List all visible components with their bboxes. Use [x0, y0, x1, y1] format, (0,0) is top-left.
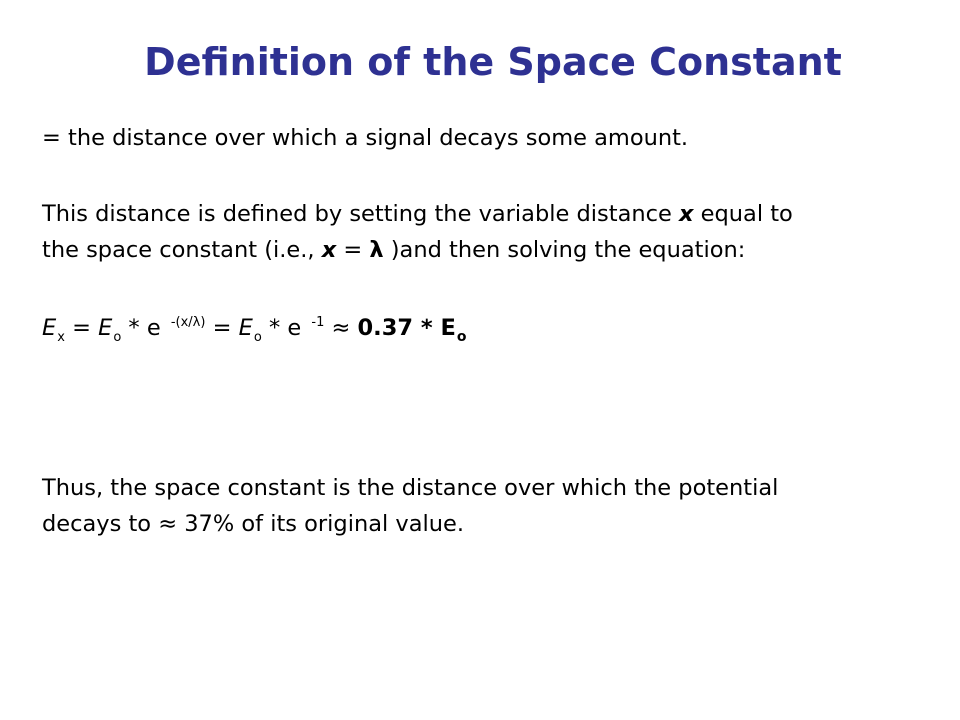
variable-x-2: x — [321, 237, 337, 263]
setting-text-3: the space constant (i.e., — [42, 237, 322, 263]
eq-equals-1: = — [64, 315, 99, 341]
slide-title: Definition of the Space Constant — [144, 40, 842, 84]
eq-sub-o-2: o — [253, 330, 262, 345]
eq-equals-2: = — [205, 315, 239, 341]
setting-text-2: equal to — [693, 201, 793, 227]
eq-sub-o-3: o — [456, 329, 467, 345]
variable-x: x — [678, 201, 694, 227]
setting-line-1 — [42, 196, 922, 232]
setting-text-1: This distance is defined by setting the variable distance — [42, 201, 679, 227]
lambda-symbol: λ — [369, 237, 384, 263]
eq-sub-o-1: o — [113, 330, 122, 345]
eq-mult-1: * e — [121, 315, 168, 341]
setting-line-2 — [42, 232, 922, 268]
eq-sub-x: x — [57, 330, 65, 345]
conclusion-line-2: decays to ≈ 37% of its original value. — [42, 511, 465, 537]
eq-E-o-1: E — [98, 315, 113, 341]
conclusion-line-1: Thus, the space constant is the distance over which the potential — [42, 475, 779, 501]
setting-text-4: )and then solving the equation: — [383, 237, 746, 263]
eq-E-o-2: E — [238, 315, 253, 341]
eq-sup-exponent-1: -(x/λ) — [170, 315, 206, 330]
equals-sign: = — [336, 237, 370, 263]
eq-result: 0.37 * E — [357, 315, 456, 341]
equation — [42, 310, 922, 350]
eq-E-x: E — [42, 315, 57, 341]
eq-sup-exponent-2: -1 — [311, 315, 325, 330]
eq-approx: ≈ — [324, 315, 358, 341]
eq-mult-2: * e — [261, 315, 309, 341]
definition-line: = the distance over which a signal decays some amount. — [42, 125, 689, 151]
conclusion-paragraph — [42, 470, 922, 542]
setting-paragraph — [42, 196, 922, 268]
